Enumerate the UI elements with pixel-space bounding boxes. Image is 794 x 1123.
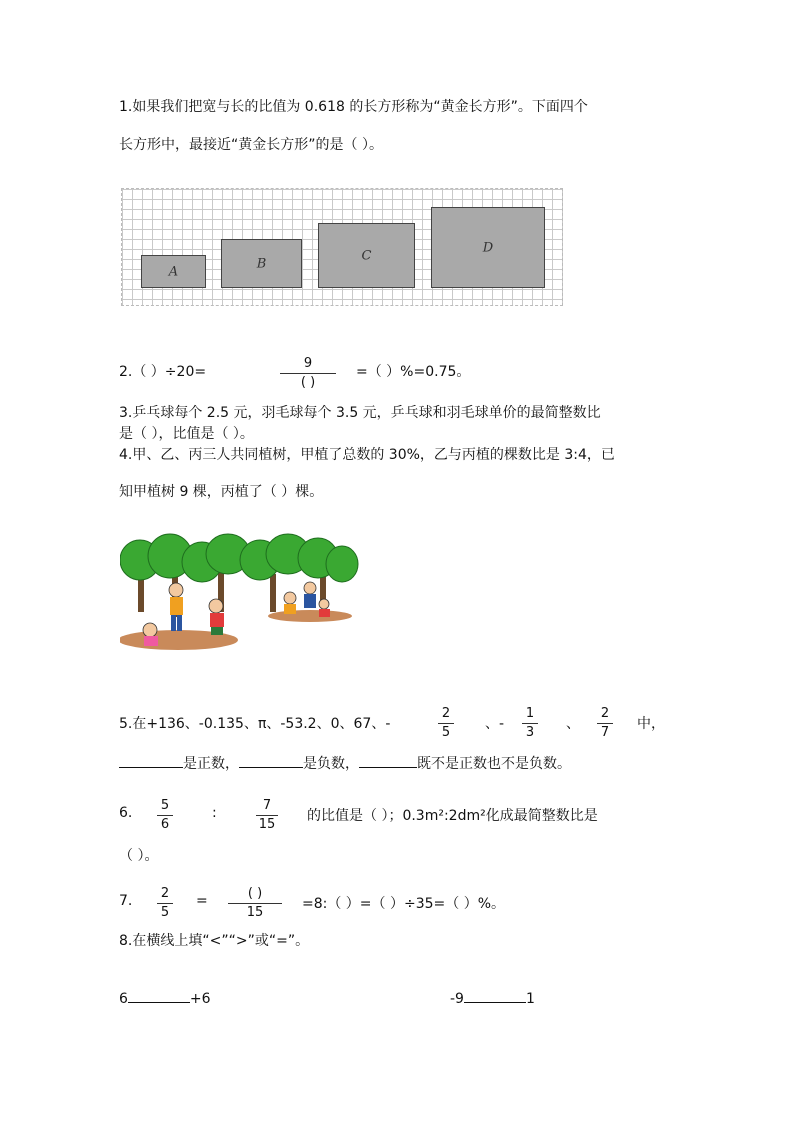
- fraction-bar: [597, 723, 613, 724]
- q7-fraction-2: [228, 886, 282, 921]
- q5-fraction-3: [597, 706, 613, 741]
- q2-fraction-numerator: 9: [303, 356, 313, 371]
- q2-part1: 2.（ ）÷20=: [119, 364, 207, 380]
- q5-fraction-1: [438, 706, 454, 741]
- q7-fraction-1-denominator: 5: [160, 905, 170, 920]
- q7-fraction-1-numerator: 2: [160, 886, 170, 901]
- q5-fraction-3-numerator: 2: [600, 706, 610, 721]
- q5-blank1-suffix: 是正数，: [183, 756, 239, 772]
- q6-fraction-1-numerator: 5: [160, 798, 170, 813]
- q8-line1: 8.在横线上填“<”“>”或“=”。: [119, 933, 310, 949]
- q4-line1: 4.甲、乙、丙三人共同植树，甲植了总数的 30%，乙与丙植的棵数比是 3:4，已: [119, 447, 615, 463]
- rectangle-a: [141, 255, 206, 288]
- q7-fraction-2-denominator: 15: [246, 905, 264, 920]
- q6-line2: （ ）。: [119, 848, 159, 864]
- q5-fraction-2-numerator: 1: [525, 706, 535, 721]
- q5-part1: 5.在+136、-0.135、π、-53.2、0、67、-: [119, 716, 391, 732]
- fraction-bar: [522, 723, 538, 724]
- q6-fraction-2-denominator: 15: [258, 817, 276, 832]
- answer-blank-negative[interactable]: [239, 753, 303, 768]
- rectangle-b-label: B: [256, 256, 267, 271]
- answer-blank-neither[interactable]: [359, 753, 417, 768]
- q8-item2: [450, 988, 535, 1007]
- fraction-bar: [228, 903, 282, 904]
- q6-number: 6.: [119, 805, 133, 821]
- rectangle-d: [431, 207, 545, 288]
- tree-planting-illustration: [120, 532, 360, 654]
- q4-line2: 知甲植树 9 棵，丙植了（ ）棵。: [119, 484, 324, 500]
- q5-fraction-2-denominator: 3: [525, 725, 535, 740]
- q7-fraction-1: [157, 886, 173, 921]
- q5-fraction-3-denominator: 7: [600, 725, 610, 740]
- q8-item1-right: +6: [189, 991, 211, 1007]
- q2-part2: =（ ）%=0.75。: [356, 364, 471, 380]
- q6-fraction-1-denominator: 6: [160, 817, 170, 832]
- q8-item1-left: 6: [119, 991, 128, 1007]
- q6-fraction-1: [157, 798, 173, 833]
- rectangle-b: [221, 239, 302, 288]
- q3-line2: 是（ ），比值是（ ）。: [119, 426, 254, 442]
- q3-line1: 3.乒乓球每个 2.5 元，羽毛球每个 3.5 元，乒乓球和羽毛球单价的最简整数比: [119, 405, 601, 421]
- fraction-bar: [280, 373, 336, 374]
- fraction-bar: [438, 723, 454, 724]
- q1-line1: 1.如果我们把宽与长的比值为 0.618 的长方形称为“黄金长方形”。下面四个: [119, 99, 588, 115]
- q5-fraction-1-denominator: 5: [441, 725, 451, 740]
- fraction-bar: [256, 815, 278, 816]
- rectangle-c: [318, 223, 415, 288]
- golden-rectangle-figure: [121, 188, 563, 306]
- compare-blank-2[interactable]: [464, 988, 526, 1003]
- q8-item2-right: 1: [525, 991, 535, 1007]
- q8-item2-left: -9: [450, 991, 464, 1007]
- q8-item1: [119, 988, 211, 1007]
- q5-blanks-line: [119, 753, 571, 773]
- fraction-bar: [157, 903, 173, 904]
- q7-fraction-2-numerator: ( ): [247, 886, 263, 901]
- q6-text: 的比值是（ ）；0.3m²:2dm²化成最简整数比是: [307, 808, 598, 824]
- rectangle-c-label: C: [361, 248, 372, 263]
- q5-blank2-suffix: 是负数，: [303, 756, 359, 772]
- rectangle-a-label: A: [168, 264, 179, 279]
- compare-blank-1[interactable]: [128, 988, 190, 1003]
- q1-line2: 长方形中，最接近“黄金长方形”的是（ ）。: [119, 137, 383, 153]
- q5-separator-2: 、: [566, 716, 580, 732]
- fraction-bar: [157, 815, 173, 816]
- q2-fraction: [280, 356, 336, 391]
- answer-blank-positive[interactable]: [119, 753, 183, 768]
- q5-separator-1: 、-: [485, 716, 505, 732]
- q2-fraction-denominator: ( ): [300, 375, 316, 390]
- q6-colon: :: [212, 805, 217, 821]
- rectangle-d-label: D: [482, 240, 494, 255]
- q7-number: 7.: [119, 893, 133, 909]
- q5-tail: 中，: [637, 716, 665, 732]
- q5-fraction-2: [522, 706, 538, 741]
- q5-fraction-1-numerator: 2: [441, 706, 451, 721]
- q5-blank3-suffix: 既不是正数也不是负数。: [417, 756, 571, 772]
- q6-fraction-2: [256, 798, 278, 833]
- q6-fraction-2-numerator: 7: [262, 798, 272, 813]
- q7-text: =8:（ ）=（ ）÷35=（ ）%。: [302, 896, 506, 912]
- q7-equals: =: [196, 893, 208, 909]
